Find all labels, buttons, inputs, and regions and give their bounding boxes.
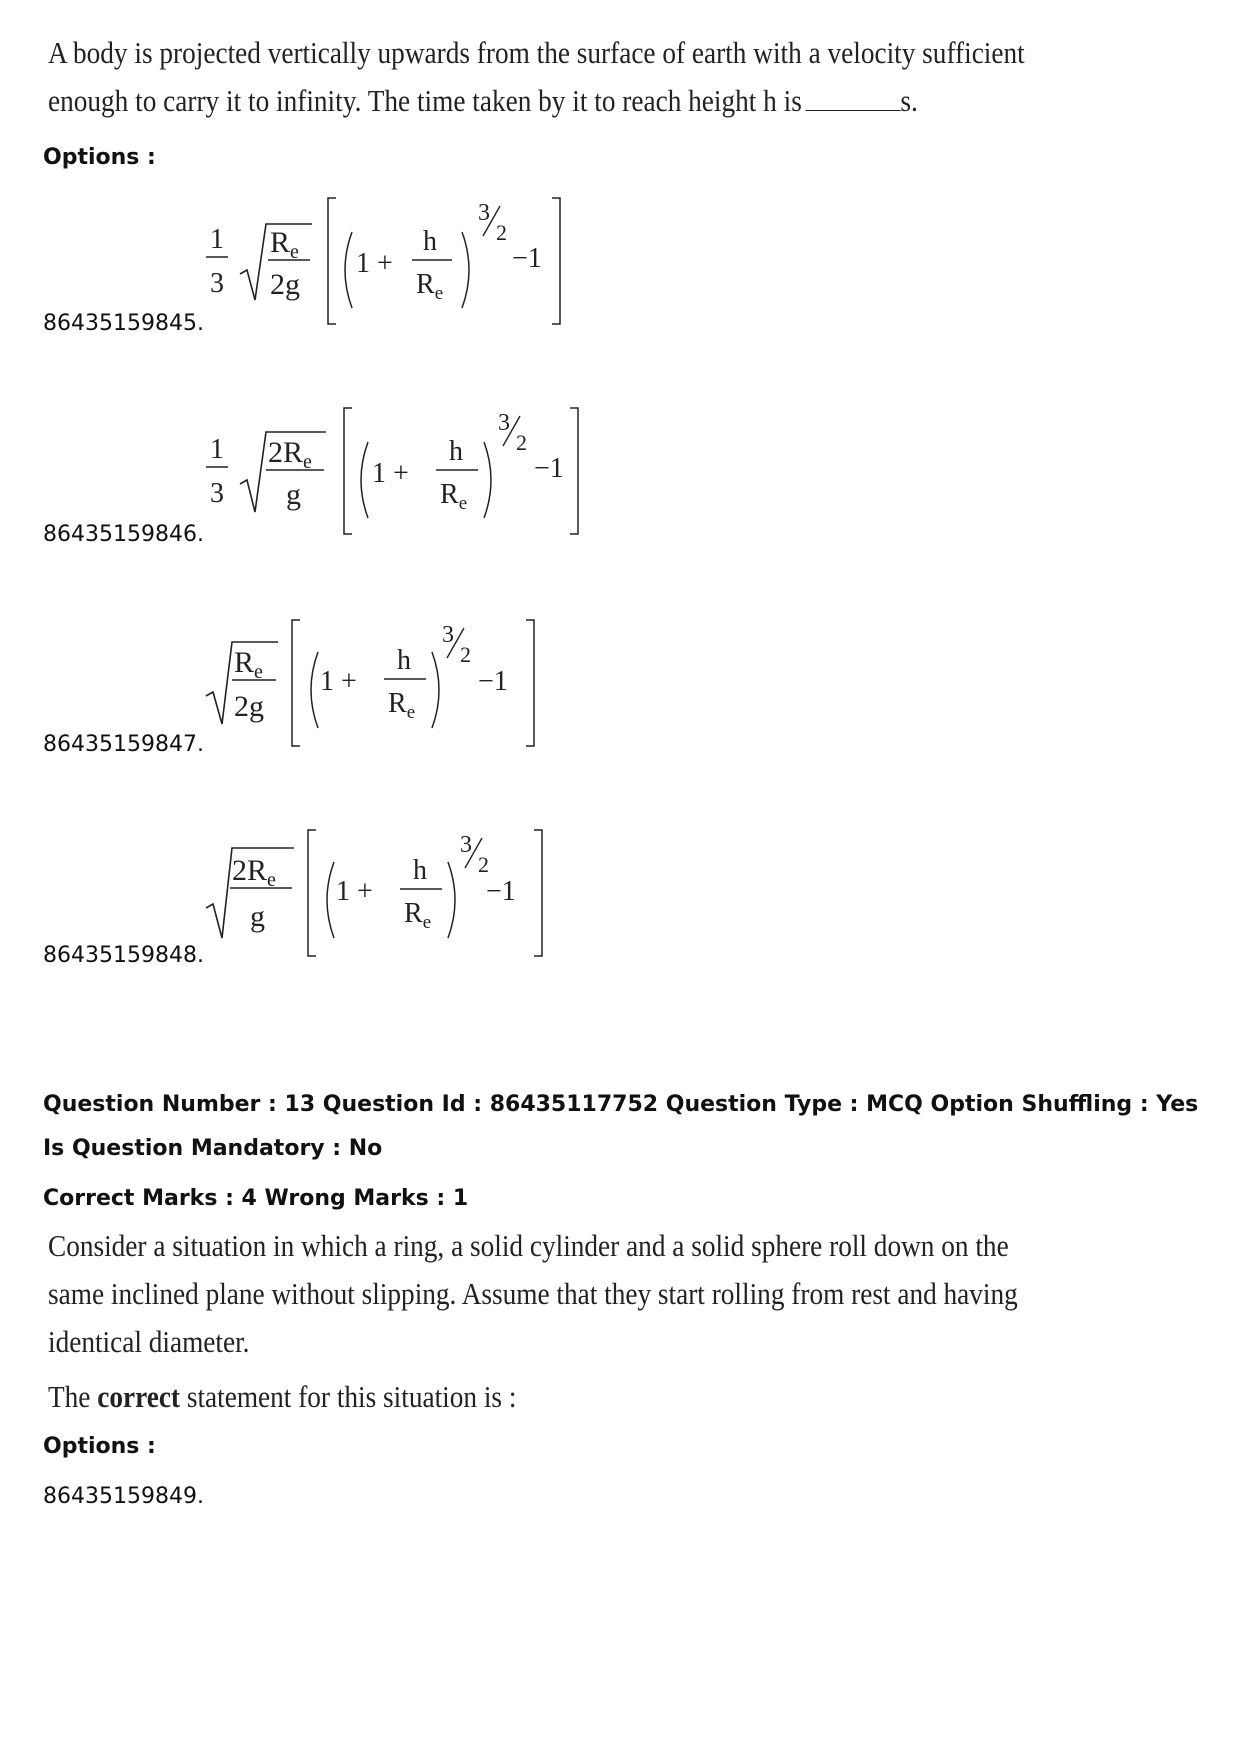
coefficient-denominator: 3 — [210, 478, 224, 509]
right-paren — [462, 232, 469, 308]
option-id: 86435159849. — [43, 1484, 204, 1509]
answer-blank — [805, 80, 900, 111]
left-paren — [327, 862, 334, 938]
left-bracket — [344, 408, 352, 534]
option-formula — [200, 190, 580, 330]
question-12-stem-line-1: A body is projected vertically upwards from the surface of earth with a velocity sufficient — [48, 35, 1025, 70]
exponent-numerator: 3 — [442, 622, 454, 648]
h-denominator: $R_e$ — [404, 898, 432, 933]
left-bracket — [308, 830, 316, 956]
right-paren — [448, 862, 455, 938]
left-paren — [361, 442, 368, 518]
coefficient-numerator: 1 — [210, 224, 224, 255]
right-paren — [484, 442, 491, 518]
h-denominator: $R_e$ — [440, 479, 468, 514]
left-bracket — [328, 198, 336, 324]
exponent-denominator: 2 — [460, 642, 471, 667]
minus-one: −1 — [478, 666, 508, 697]
marks-line: Correct Marks : 4 Wrong Marks : 1 — [43, 1186, 469, 1211]
minus-one: −1 — [512, 243, 542, 274]
root-denominator: g — [286, 478, 301, 511]
stem-text: statement for this situation is : — [180, 1379, 517, 1414]
option-formula — [200, 612, 560, 752]
stem-text: The — [48, 1379, 98, 1414]
h-numerator: h — [449, 436, 463, 467]
question-13-header: Question Number : 13 Question Id : 86435117752 Question Type : MCQ Option Shuffling : Yes — [43, 1092, 1199, 1117]
one-plus: 1 + — [356, 248, 393, 279]
option-id: 86435159847. — [43, 732, 204, 757]
left-paren — [345, 232, 352, 308]
question-12-stem-line-2 — [48, 74, 918, 127]
question-13-stem-line-2: same inclined plane without slipping. Assume that they start rolling from rest and having — [48, 1276, 1018, 1311]
right-paren — [432, 652, 439, 728]
root-numerator: $2R_e$ — [232, 854, 276, 891]
option-id: 86435159848. — [43, 943, 204, 968]
h-denominator: $R_e$ — [416, 269, 444, 304]
exponent-numerator: 3 — [478, 200, 490, 226]
one-plus: 1 + — [372, 458, 409, 489]
right-bracket — [570, 408, 578, 534]
left-bracket — [292, 620, 300, 746]
h-numerator: h — [397, 645, 411, 676]
root-denominator: g — [250, 900, 265, 933]
exponent-denominator: 2 — [496, 220, 507, 245]
right-bracket — [534, 830, 542, 956]
h-numerator: h — [423, 226, 437, 257]
exponent-denominator: 2 — [478, 852, 489, 877]
exponent-numerator: 3 — [460, 832, 472, 858]
root-numerator: $R_e$ — [234, 646, 263, 683]
option-id: 86435159845. — [43, 311, 204, 336]
one-plus: 1 + — [320, 666, 357, 697]
left-paren — [311, 652, 318, 728]
minus-one: −1 — [534, 453, 564, 484]
question-mandatory: Is Question Mandatory : No — [43, 1136, 383, 1161]
coefficient-denominator: 3 — [210, 268, 224, 299]
coefficient-numerator: 1 — [210, 434, 224, 465]
question-13-stem-line-1: Consider a situation in which a ring, a solid cylinder and a solid sphere roll down on the — [48, 1228, 1009, 1263]
option-id: 86435159846. — [43, 522, 204, 547]
stem-emphasis: correct — [97, 1379, 181, 1414]
root-denominator: 2g — [234, 690, 264, 723]
minus-one: −1 — [486, 876, 516, 907]
question-12-stem-text: enough to carry it to infinity. The time taken by it to reach height h is — [48, 83, 802, 118]
option-formula — [200, 822, 560, 962]
option-formula — [200, 400, 600, 540]
right-bracket — [526, 620, 534, 746]
question-13-stem-line-3: identical diameter. — [48, 1324, 250, 1359]
one-plus: 1 + — [336, 876, 373, 907]
exponent-numerator: 3 — [498, 410, 510, 436]
root-denominator: 2g — [270, 268, 300, 301]
root-numerator: $2R_e$ — [268, 436, 312, 473]
options-label: Options : — [43, 145, 156, 170]
h-numerator: h — [413, 855, 427, 886]
question-13-stem-line-4 — [48, 1370, 516, 1423]
h-denominator: $R_e$ — [388, 688, 416, 723]
question-12-stem-unit: s. — [900, 83, 918, 118]
options-label: Options : — [43, 1434, 156, 1459]
exponent-denominator: 2 — [516, 430, 527, 455]
right-bracket — [552, 198, 560, 324]
root-numerator: $R_e$ — [270, 226, 299, 263]
